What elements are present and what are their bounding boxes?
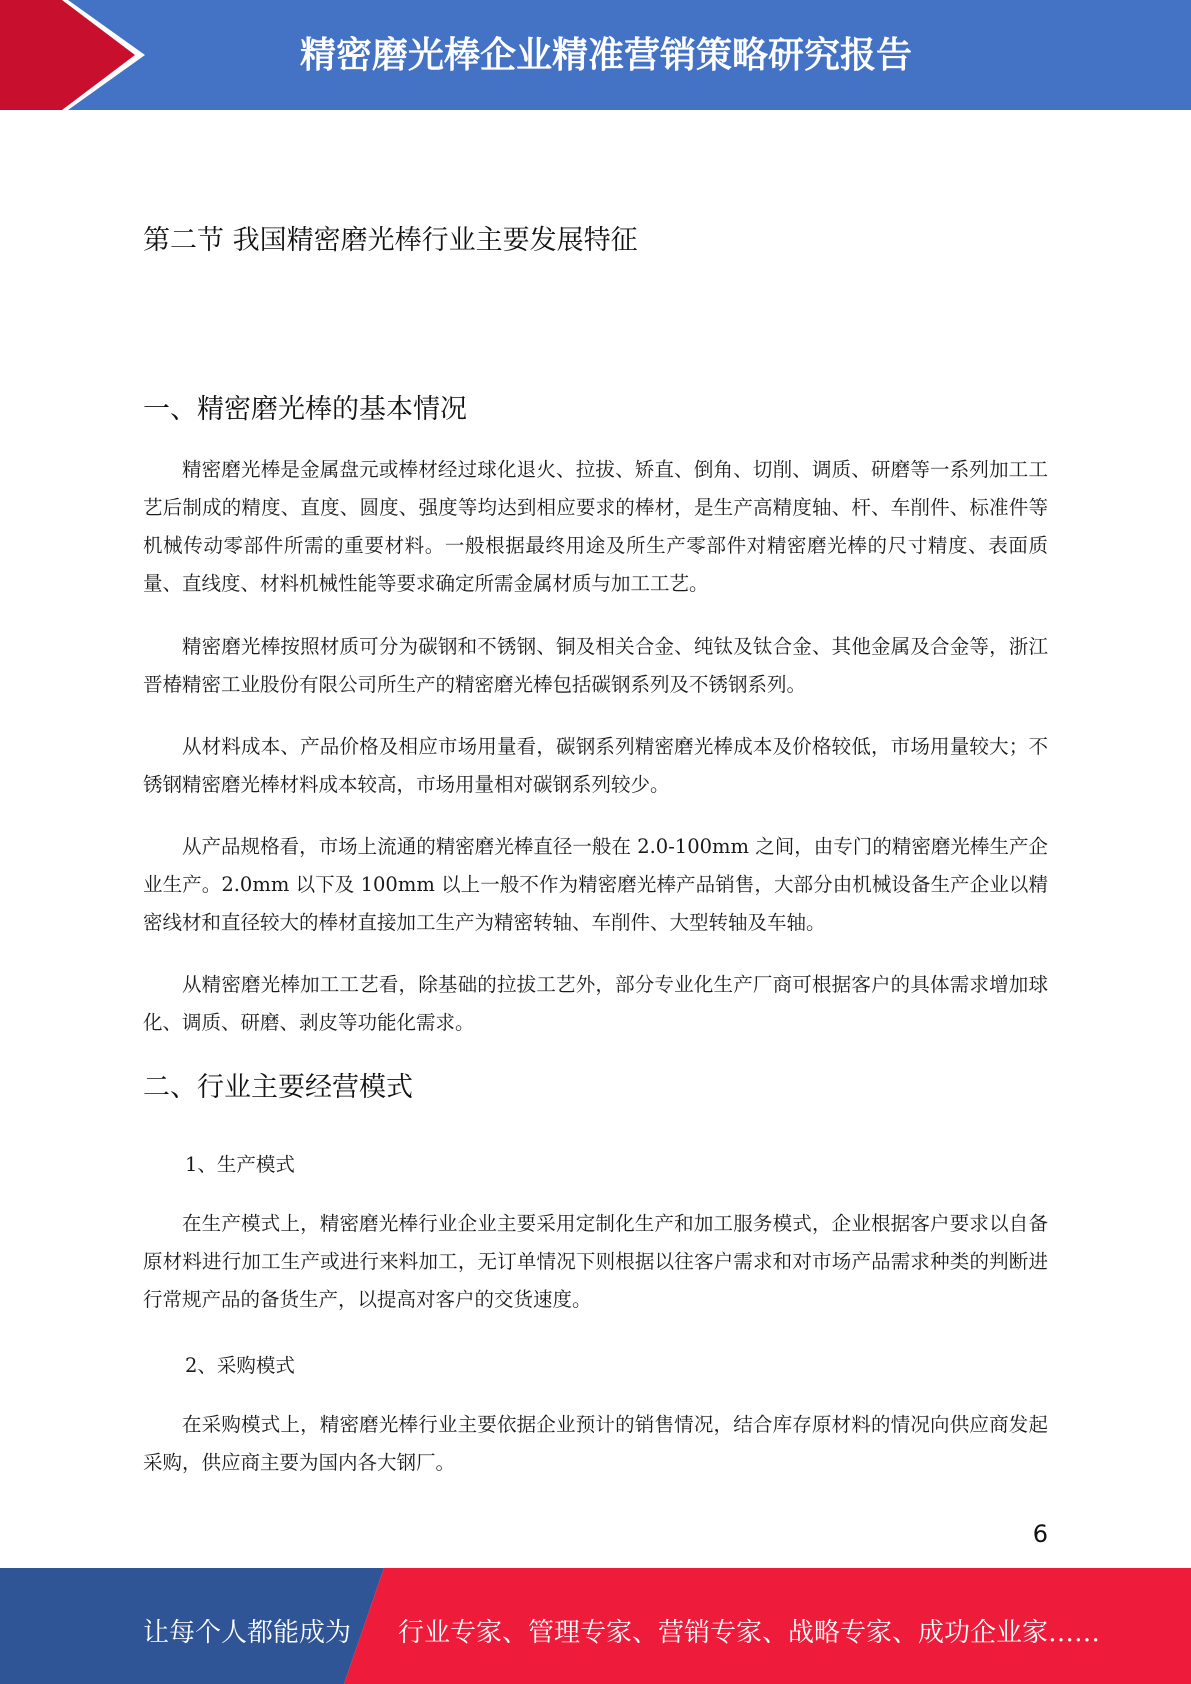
heading-basic-situation: 一、精密磨光棒的基本情况 [143,394,467,425]
paragraph: 在采购模式上，精密磨光棒行业主要依据企业预计的销售情况，结合库存原材料的情况向供应商发起采购，供应商主要为国内各大钢厂。 [143,1413,1048,1474]
subheading-production-model: 1、生产模式 [185,1153,295,1176]
heading-business-model: 二、行业主要经营模式 [143,1072,413,1103]
paragraph: 从精密磨光棒加工工艺看，除基础的拉拔工艺外，部分专业化生产厂商可根据客户的具体需求增加球化、调质、研磨、剥皮等功能化需求。 [143,973,1048,1034]
paragraph: 在生产模式上，精密磨光棒行业企业主要采用定制化生产和加工服务模式，企业根据客户要求以自备原材料进行加工生产或进行来料加工，无订单情况下则根据以往客户需求和对市场产品需求种类的判断进行常规产品的备货生产，以提高对客户的交货速度。 [143,1212,1048,1311]
footer-slogan-left: 让每个人都能成为 [143,1618,352,1648]
footer-banner [0,1568,1191,1684]
paragraph: 精密磨光棒是金属盘元或棒材经过球化退火、拉拔、矫直、倒角、切削、调质、研磨等一系列加工工艺后制成的精度、直度、圆度、强度等均达到相应要求的棒材，是生产高精度轴、杆、车削件、标准件等机械传动零部件所需的重要材料。一般根据最终用途及所生产零部件对精密磨光棒的尺寸精度、表面质量、直线度、材料机械性能等要求确定所需金属材质与加工工艺。 [143,458,1048,595]
header-banner [0,0,1191,110]
report-title: 精密磨光棒企业精准营销策略研究报告 [300,35,913,76]
paragraph: 从产品规格看，市场上流通的精密磨光棒直径一般在 2.0-100mm 之间，由专门的精密磨光棒生产企业生产。2.0mm 以下及 100mm 以上一般不作为精密磨光棒产品销售，大部分由机械设备生产企业以精密线材和直径较大的棒材直接加工生产为精密转轴、车削件、大型转轴及车轴。 [143,835,1048,934]
red-arrow-icon [0,0,160,110]
section-title: 第二节 我国精密磨光棒行业主要发展特征 [143,225,638,256]
subheading-procurement-model: 2、采购模式 [185,1354,295,1377]
paragraph: 从材料成本、产品价格及相应市场用量看，碳钢系列精密磨光棒成本及价格较低，市场用量较大；不锈钢精密磨光棒材料成本较高，市场用量相对碳钢系列较少。 [143,735,1048,796]
footer-slogan-right: 行业专家、管理专家、营销专家、战略专家、成功企业家…… [398,1618,1101,1648]
paragraph: 精密磨光棒按照材质可分为碳钢和不锈钢、铜及相关合金、纯钛及钛合金、其他金属及合金等，浙江晋椿精密工业股份有限公司所生产的精密磨光棒包括碳钢系列及不锈钢系列。 [143,635,1048,696]
page-number: 6 [1032,1520,1048,1548]
